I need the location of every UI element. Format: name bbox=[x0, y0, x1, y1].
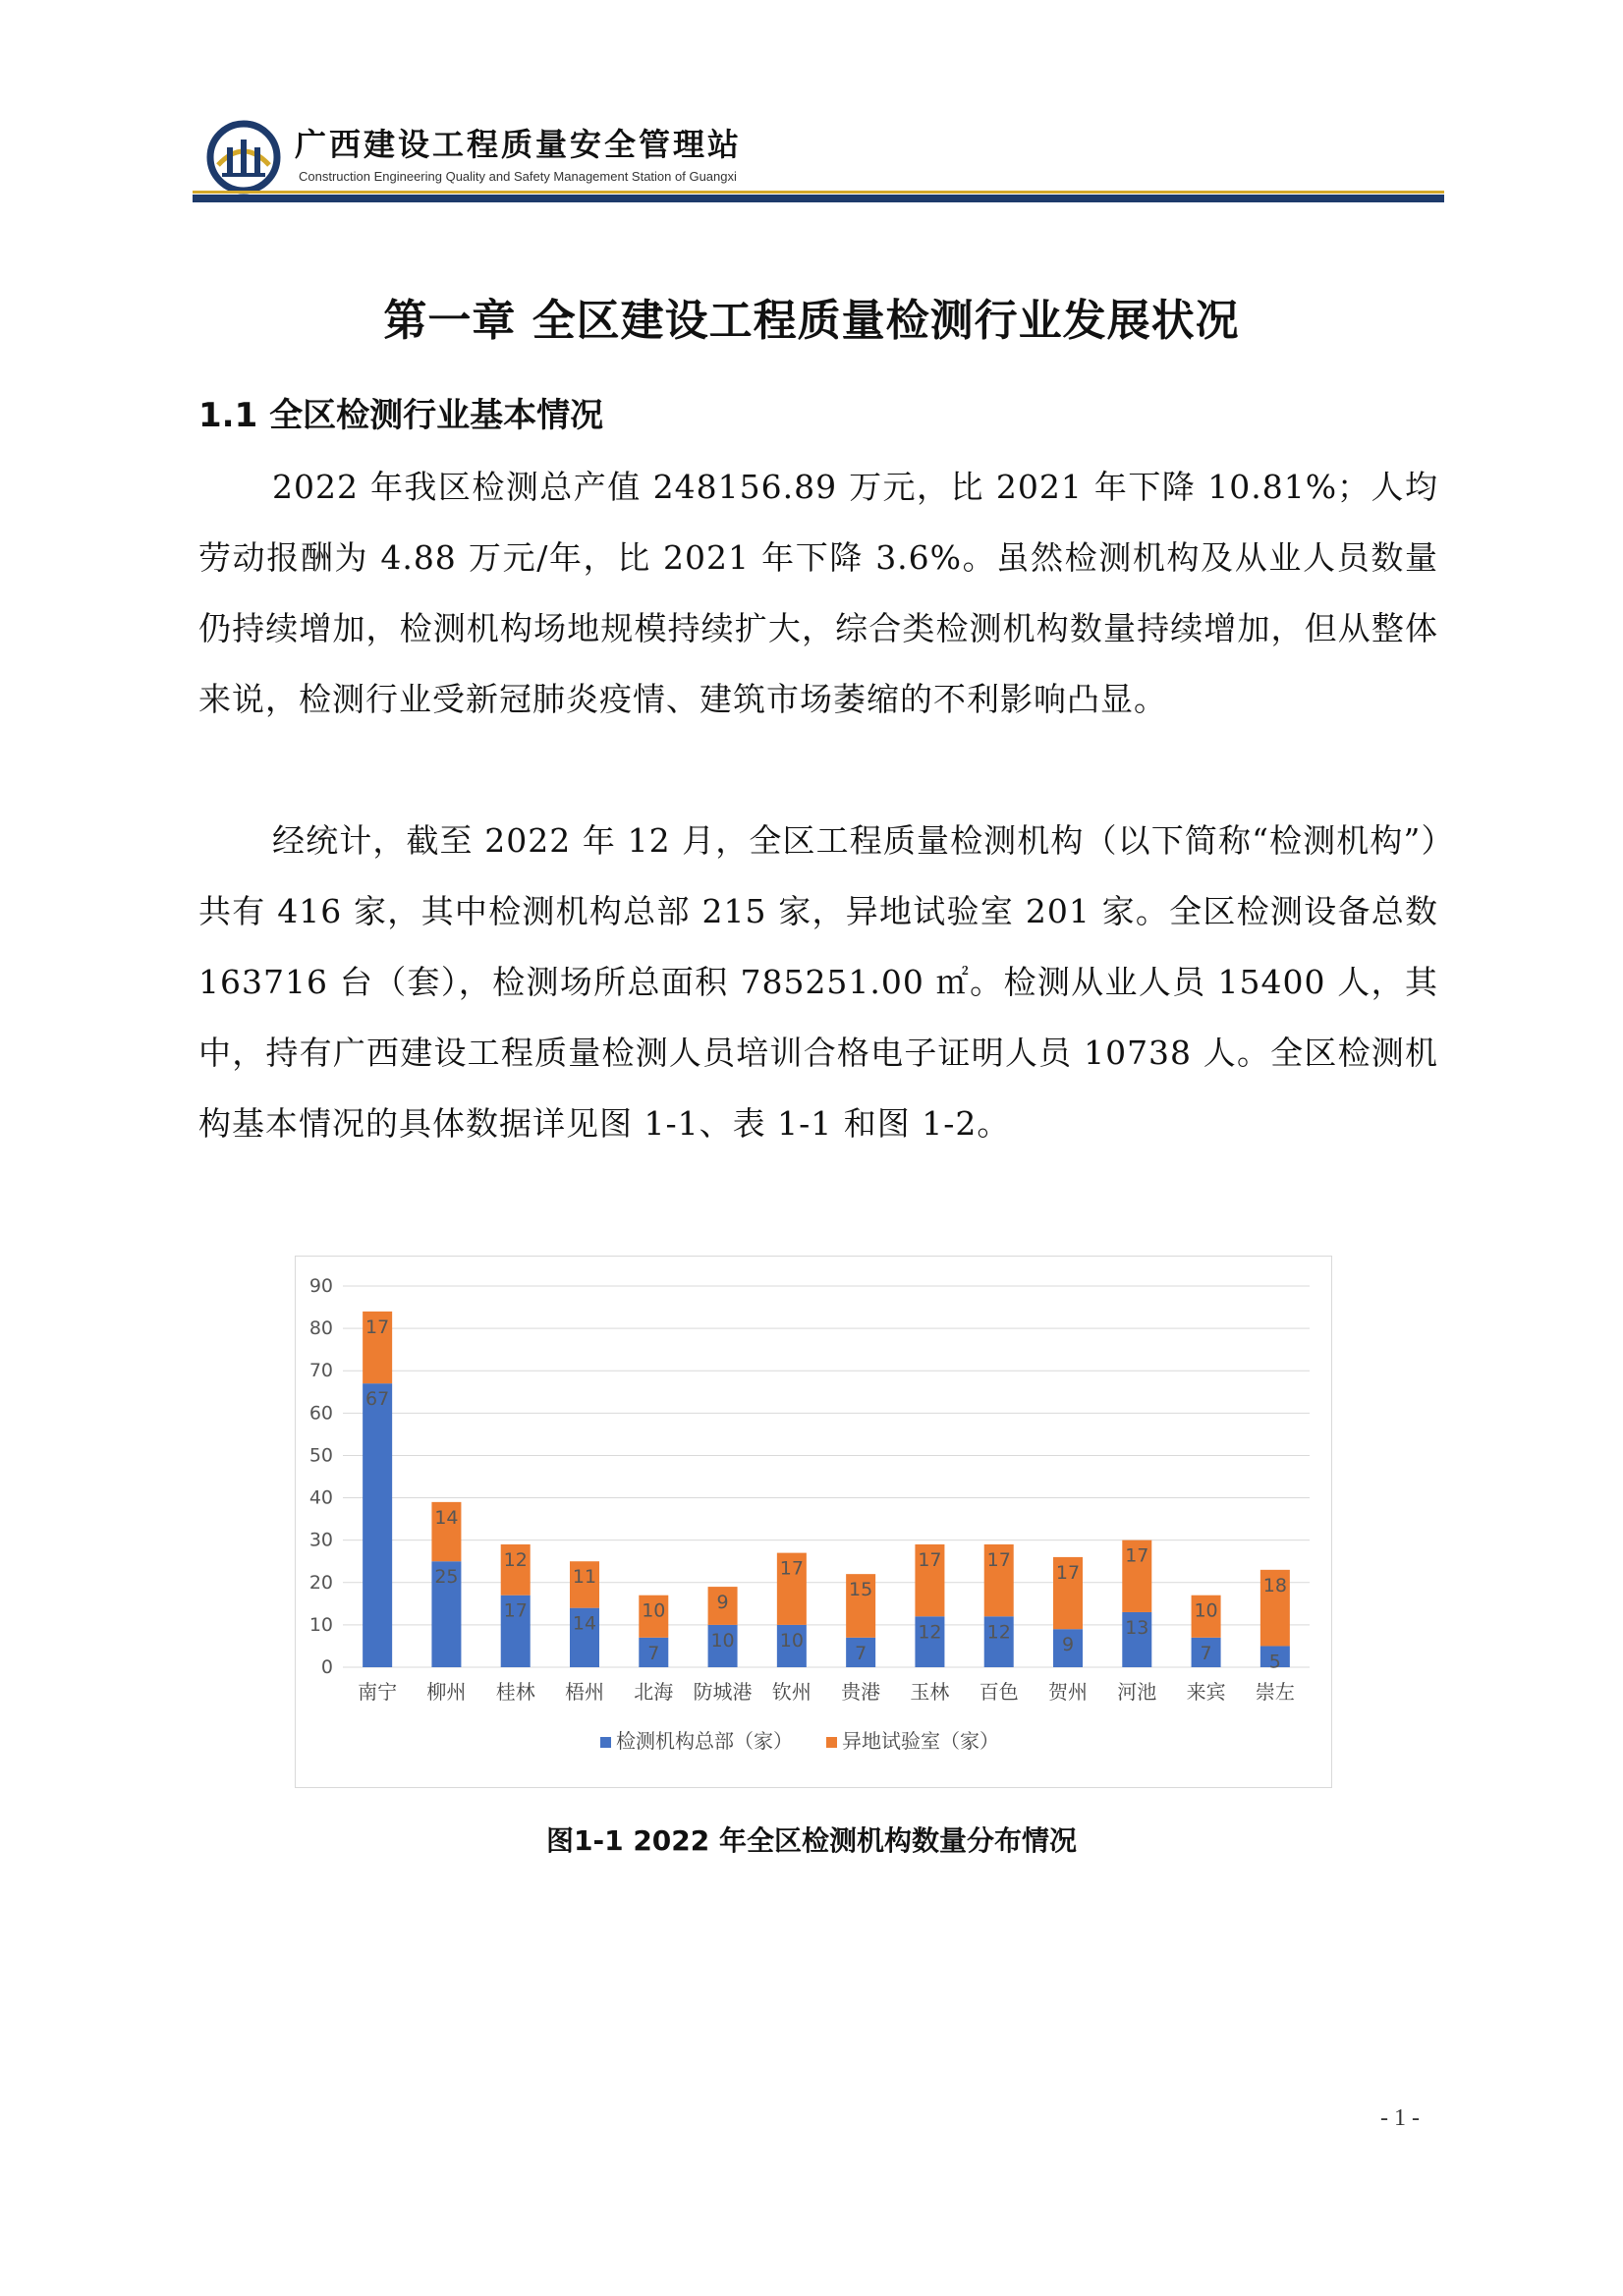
data-label: 17 bbox=[986, 1548, 1011, 1571]
data-label: 13 bbox=[1125, 1616, 1149, 1639]
category-label: 来宾 bbox=[1186, 1680, 1226, 1704]
org-name-en: Construction Engineering Quality and Safety Management Station of Guangxi bbox=[299, 169, 737, 184]
category-label: 百色 bbox=[979, 1680, 1019, 1704]
y-tick-label: 50 bbox=[308, 1444, 333, 1467]
bar-segment bbox=[363, 1383, 392, 1667]
data-label: 14 bbox=[572, 1612, 597, 1635]
legend-swatch bbox=[600, 1737, 611, 1748]
header-gold-rule bbox=[193, 191, 1444, 194]
category-label: 柳州 bbox=[426, 1680, 467, 1704]
chart-canvas bbox=[296, 1257, 1331, 1787]
data-label: 14 bbox=[434, 1506, 459, 1529]
data-label: 12 bbox=[503, 1548, 528, 1571]
category-label: 钦州 bbox=[771, 1680, 812, 1704]
data-label: 15 bbox=[849, 1579, 873, 1601]
y-tick-label: 30 bbox=[308, 1529, 333, 1551]
data-label: 17 bbox=[1055, 1561, 1081, 1584]
data-label: 10 bbox=[779, 1629, 804, 1652]
y-tick-label: 10 bbox=[308, 1613, 333, 1636]
data-label: 17 bbox=[918, 1548, 942, 1571]
org-name-cn: 广西建设工程质量安全管理站 bbox=[295, 126, 743, 163]
data-label: 7 bbox=[647, 1642, 660, 1664]
category-label: 桂林 bbox=[495, 1680, 535, 1704]
stacked-bar-chart bbox=[295, 1256, 1332, 1788]
legend-label: 检测机构总部（家） bbox=[616, 1729, 793, 1753]
org-logo-icon bbox=[204, 118, 283, 196]
data-label: 7 bbox=[1200, 1642, 1212, 1664]
data-label: 17 bbox=[779, 1557, 804, 1580]
data-label: 9 bbox=[1061, 1634, 1075, 1656]
y-tick-label: 80 bbox=[308, 1317, 333, 1340]
category-label: 梧州 bbox=[565, 1680, 604, 1704]
body-paragraph: 经统计，截至 2022 年 12 月，全区工程质量检测机构（以下简称“检测机构”）共有 416 家，其中检测机构总部 215 家，异地试验室 201 家。全区检测设备总数 163716 台（套），检测场所总面积 785251.00 ㎡。检测从业人员 15400 人，其中，持有广西建设工程质量检测人员培训合格电子证明人员 10738 人。全区检测机构基本情况的具体数据详见图 1-1、表 1-1 和图 1-2。 bbox=[198, 821, 1438, 1143]
y-tick-label: 0 bbox=[320, 1656, 333, 1678]
y-tick-label: 20 bbox=[308, 1571, 333, 1594]
category-label: 崇左 bbox=[1255, 1680, 1295, 1704]
category-label: 贵港 bbox=[841, 1680, 881, 1704]
category-label: 河池 bbox=[1117, 1680, 1157, 1704]
page-header bbox=[193, 110, 1444, 206]
data-label: 10 bbox=[710, 1629, 735, 1652]
legend-swatch bbox=[826, 1737, 837, 1748]
data-label: 12 bbox=[918, 1621, 942, 1644]
y-tick-label: 70 bbox=[308, 1360, 333, 1382]
data-label: 7 bbox=[855, 1642, 867, 1664]
body-paragraph: 2022 年我区检测总产值 248156.89 万元，比 2021 年下降 10.81%；人均劳动报酬为 4.88 万元/年，比 2021 年下降 3.6%。虽然检测机构及从业人员数量仍持续增加，检测机构场地规模持续扩大，综合类检测机构数量持续增加，但从整体来说，检测行业受新冠肺炎疫情、建筑市场萎缩的不利影响凸显。 bbox=[198, 468, 1438, 718]
category-label: 南宁 bbox=[358, 1680, 398, 1704]
data-label: 18 bbox=[1262, 1574, 1287, 1596]
data-label: 67 bbox=[365, 1388, 390, 1411]
y-tick-label: 90 bbox=[308, 1275, 333, 1297]
y-tick-label: 40 bbox=[308, 1486, 333, 1509]
data-label: 9 bbox=[716, 1592, 729, 1614]
data-label: 17 bbox=[365, 1316, 390, 1338]
page-number: - 1 - bbox=[1380, 2105, 1420, 2131]
y-tick-label: 60 bbox=[308, 1402, 333, 1425]
data-label: 25 bbox=[434, 1566, 459, 1589]
category-label: 北海 bbox=[634, 1680, 674, 1704]
category-label: 防城港 bbox=[693, 1680, 753, 1704]
section-title: 1.1 全区检测行业基本情况 bbox=[198, 396, 604, 435]
figure-caption: 图1-1 2022 年全区检测机构数量分布情况 bbox=[545, 1824, 1077, 1857]
data-label: 10 bbox=[642, 1599, 666, 1622]
data-label: 10 bbox=[1194, 1599, 1218, 1622]
category-label: 贺州 bbox=[1048, 1680, 1088, 1704]
data-label: 11 bbox=[572, 1566, 597, 1589]
category-label: 玉林 bbox=[910, 1680, 950, 1704]
data-label: 12 bbox=[986, 1621, 1011, 1644]
data-label: 17 bbox=[1125, 1544, 1149, 1567]
legend-label: 异地试验室（家） bbox=[842, 1729, 999, 1753]
chapter-title: 第一章 全区建设工程质量检测行业发展状况 bbox=[383, 296, 1240, 346]
header-blue-rule bbox=[193, 195, 1444, 202]
data-label: 17 bbox=[503, 1599, 528, 1622]
data-label: 5 bbox=[1268, 1651, 1281, 1673]
